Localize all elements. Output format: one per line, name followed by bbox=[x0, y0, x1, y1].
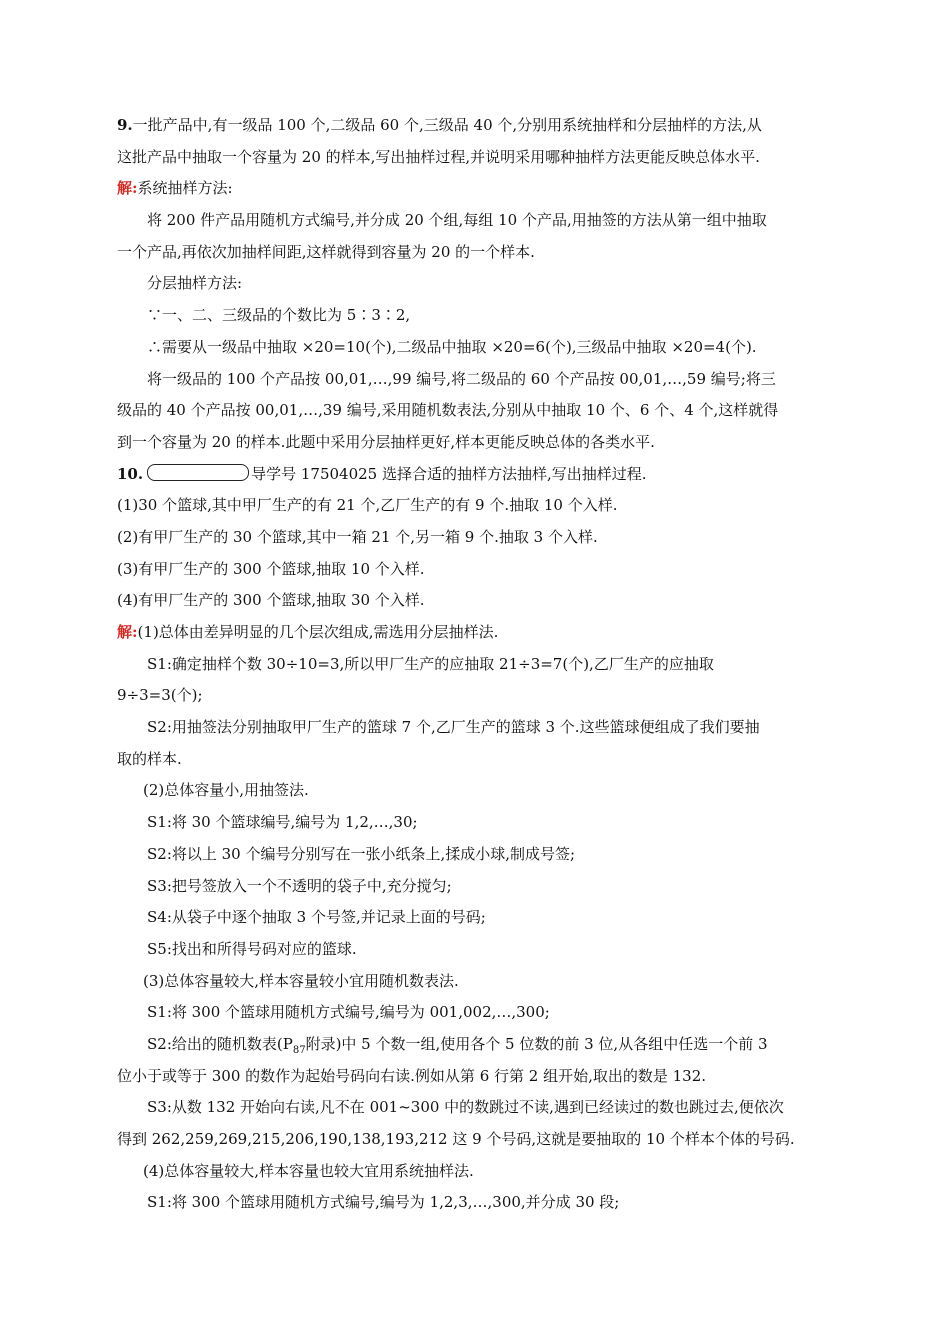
q10-part3-step-1: S1:将 300 个篮球用随机方式编号,编号为 001,002,…,300; bbox=[147, 1003, 550, 1022]
q9-answer-line: 解:系统抽样方法: bbox=[117, 179, 233, 198]
q10-item-1: (1)30 个篮球,其中甲厂生产的有 21 个,乙厂生产的有 9 个.抽取 10 个入样. bbox=[117, 496, 618, 515]
q10-part3-step-3: S3:从数 132 开始向右读,凡不在 001~300 中的数跳过不读,遇到已经读过的数也跳过去,便依次 bbox=[147, 1098, 784, 1117]
q10-answer-line: 解:(1)总体由差异明显的几个层次组成,需选用分层抽样法. bbox=[117, 623, 499, 641]
q9-body-3: 分层抽样方法: bbox=[147, 274, 243, 293]
q9-body-8: 到一个容量为 20 的样本.此题中采用分层抽样更好,样本更能反映总体的各类水平. bbox=[117, 432, 655, 451]
q9-body-6: 将一级品的 100 个产品按 00,01,…,99 编号,将二级品的 60 个产品按 00,01,…,59 编号;将三 bbox=[147, 369, 776, 388]
q10-item-2: (2)有甲厂生产的 30 个篮球,其中一箱 21 个,另一箱 9 个.抽取 3 个入样. bbox=[117, 527, 598, 546]
q9-line-2: 这批产品中抽取一个容量为 20 的样本,写出抽样过程,并说明采用哪种抽样方法更能反映总体水平. bbox=[117, 147, 760, 166]
q9-line-1: 9.一批产品中,有一级品 100 个,二级品 60 个,三级品 40 个,分别用系统抽样和分层抽样的方法,从 bbox=[117, 116, 762, 134]
answer-label: 解: bbox=[117, 623, 138, 641]
q10-part3-step-3-cont: 得到 262,259,269,215,206,190,138,193,212 这 9 个号码,这就是要抽取的 10 个样本个体的号码. bbox=[117, 1130, 795, 1148]
question-badge bbox=[147, 464, 249, 481]
answer-label: 解: bbox=[117, 179, 138, 198]
q10-item-4: (4)有甲厂生产的 300 个篮球,抽取 30 个入样. bbox=[117, 591, 425, 610]
q10-number: 10. bbox=[117, 464, 144, 483]
q9-number: 9. bbox=[117, 116, 133, 134]
q10-part2-heading: (2)总体容量小,用抽签法. bbox=[143, 781, 309, 800]
q10-part2-step-3: S3:把号签放入一个不透明的袋子中,充分搅匀; bbox=[147, 876, 452, 895]
q10-part2-step-1: S1:将 30 个篮球编号,编号为 1,2,…,30; bbox=[147, 813, 418, 832]
q10-part2-step-5: S5:找出和所得号码对应的篮球. bbox=[147, 939, 357, 958]
q9-body-5: ∴需要从一级品中抽取 ×20=10(个),二级品中抽取 ×20=6(个),三级品中抽取 ×20=4(个). bbox=[147, 337, 757, 356]
q10-part4-heading: (4)总体容量较大,样本容量也较大宜用系统抽样法. bbox=[143, 1161, 474, 1180]
q10-part4-step-1: S1:将 300 个篮球用随机方式编号,编号为 1,2,3,…,300,并分成 30 段; bbox=[147, 1193, 620, 1212]
q10-part3-heading: (3)总体容量较大,样本容量较小宜用随机数表法. bbox=[143, 971, 459, 990]
q10-item-3: (3)有甲厂生产的 300 个篮球,抽取 10 个入样. bbox=[117, 559, 425, 578]
q9-body-2: 一个产品,再依次加抽样间距,这样就得到容量为 20 的一个样本. bbox=[117, 242, 535, 261]
q10-s1-line-2: 9÷3=3(个); bbox=[117, 686, 203, 705]
q9-body-1: 将 200 件产品用随机方式编号,并分成 20 个组,每组 10 个产品,用抽签的方法从第一组中抽取 bbox=[147, 211, 767, 230]
q10-part2-step-4: S4:从袋子中逐个抽取 3 个号签,并记录上面的号码; bbox=[147, 908, 486, 927]
q10-s1-line-1: S1:确定抽样个数 30÷10=3,所以甲厂生产的应抽取 21÷3=7(个),乙厂生产的应抽取 bbox=[147, 654, 714, 673]
document-page bbox=[117, 110, 833, 1219]
q10-part2-step-2: S2:将以上 30 个编号分别写在一张小纸条上,揉成小球,制成号签; bbox=[147, 844, 576, 863]
q10-s2-line-2: 取的样本. bbox=[117, 749, 182, 768]
q9-body-4: ∵一、二、三级品的个数比为 5∶3∶2, bbox=[147, 306, 411, 325]
q10-part3-step-2: S2:给出的随机数表($P_{87}$附录)中 5 个数一组,使用各个 5 位数的前 3 位,从各组中任选一个前 3 bbox=[147, 1034, 768, 1056]
q10-part3-step-2-cont: 位小于或等于 300 的数作为起始号码向右读.例如从第 6 行第 2 组开始,取出的数是 132. bbox=[117, 1066, 707, 1085]
q10-header: 10. 导学号 17504025 选择合适的抽样方法抽样,写出抽样过程. bbox=[117, 464, 647, 483]
q9-body-7: 级品的 40 个产品按 00,01,…,39 编号,采用随机数表法,分别从中抽取 10 个、6 个、4 个,这样就得 bbox=[117, 401, 779, 420]
q10-s2-line-1: S2:用抽签法分别抽取甲厂生产的篮球 7 个,乙厂生产的篮球 3 个.这些篮球便组成了我们要抽 bbox=[147, 718, 760, 737]
